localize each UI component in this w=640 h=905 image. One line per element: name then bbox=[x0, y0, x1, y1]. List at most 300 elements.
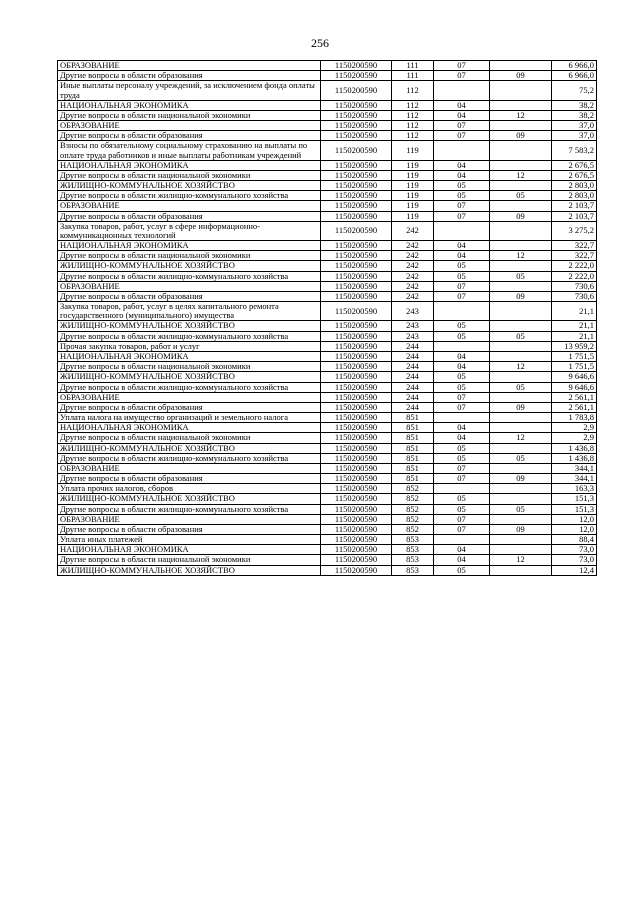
amount-cell: 12,4 bbox=[552, 565, 597, 575]
section-cell: 07 bbox=[434, 211, 490, 221]
amount-cell: 1 751,5 bbox=[552, 351, 597, 361]
table-row bbox=[58, 221, 597, 240]
table-row bbox=[58, 81, 597, 100]
target-code-cell: 1150200590 bbox=[321, 331, 392, 341]
table-row bbox=[58, 433, 597, 443]
amount-cell: 12,0 bbox=[552, 514, 597, 524]
amount-cell: 73,0 bbox=[552, 545, 597, 555]
section-cell bbox=[434, 302, 490, 321]
expense-type-cell: 242 bbox=[392, 261, 434, 271]
amount-cell: 13 959,2 bbox=[552, 341, 597, 351]
amount-cell: 9 646,6 bbox=[552, 382, 597, 392]
target-code-cell: 1150200590 bbox=[321, 291, 392, 301]
expense-type-cell: 243 bbox=[392, 302, 434, 321]
target-code-cell: 1150200590 bbox=[321, 251, 392, 261]
section-cell: 07 bbox=[434, 291, 490, 301]
section-cell: 07 bbox=[434, 474, 490, 484]
expense-type-cell: 853 bbox=[392, 545, 434, 555]
amount-cell: 9 646,6 bbox=[552, 372, 597, 382]
expense-type-cell: 244 bbox=[392, 402, 434, 412]
expense-type-cell: 112 bbox=[392, 131, 434, 141]
table-row bbox=[58, 160, 597, 170]
subsection-cell: 05 bbox=[490, 191, 552, 201]
row-name-cell: Иные выплаты персоналу учреждений, за исключением фонда оплаты труда bbox=[58, 81, 321, 100]
expense-type-cell: 242 bbox=[392, 281, 434, 291]
table-row bbox=[58, 331, 597, 341]
expense-type-cell: 851 bbox=[392, 443, 434, 453]
row-name-cell: Другие вопросы в области национальной экономики bbox=[58, 555, 321, 565]
subsection-cell bbox=[490, 141, 552, 160]
expense-type-cell: 243 bbox=[392, 321, 434, 331]
subsection-cell bbox=[490, 100, 552, 110]
subsection-cell: 05 bbox=[490, 453, 552, 463]
row-name-cell: НАЦИОНАЛЬНАЯ ЭКОНОМИКА bbox=[58, 351, 321, 361]
row-name-cell: ОБРАЗОВАНИЕ bbox=[58, 121, 321, 131]
expense-type-cell: 119 bbox=[392, 211, 434, 221]
section-cell: 05 bbox=[434, 565, 490, 575]
target-code-cell: 1150200590 bbox=[321, 484, 392, 494]
target-code-cell: 1150200590 bbox=[321, 504, 392, 514]
section-cell: 05 bbox=[434, 191, 490, 201]
section-cell: 07 bbox=[434, 392, 490, 402]
expense-type-cell: 119 bbox=[392, 160, 434, 170]
section-cell: 05 bbox=[434, 331, 490, 341]
subsection-cell: 12 bbox=[490, 170, 552, 180]
row-name-cell: НАЦИОНАЛЬНАЯ ЭКОНОМИКА bbox=[58, 160, 321, 170]
target-code-cell: 1150200590 bbox=[321, 372, 392, 382]
expense-type-cell: 119 bbox=[392, 170, 434, 180]
amount-cell: 1 751,5 bbox=[552, 362, 597, 372]
row-name-cell: Другие вопросы в области жилищно-коммунального хозяйства bbox=[58, 191, 321, 201]
expense-type-cell: 242 bbox=[392, 221, 434, 240]
amount-cell: 730,6 bbox=[552, 281, 597, 291]
target-code-cell: 1150200590 bbox=[321, 392, 392, 402]
row-name-cell: Другие вопросы в области жилищно-коммунального хозяйства bbox=[58, 271, 321, 281]
subsection-cell: 05 bbox=[490, 504, 552, 514]
table-row bbox=[58, 453, 597, 463]
expense-type-cell: 119 bbox=[392, 141, 434, 160]
section-cell: 04 bbox=[434, 423, 490, 433]
subsection-cell bbox=[490, 281, 552, 291]
target-code-cell: 1150200590 bbox=[321, 121, 392, 131]
section-cell: 07 bbox=[434, 524, 490, 534]
table-row bbox=[58, 443, 597, 453]
expense-type-cell: 119 bbox=[392, 191, 434, 201]
row-name-cell: НАЦИОНАЛЬНАЯ ЭКОНОМИКА bbox=[58, 100, 321, 110]
row-name-cell: Другие вопросы в области жилищно-коммунального хозяйства bbox=[58, 382, 321, 392]
section-cell bbox=[434, 341, 490, 351]
target-code-cell: 1150200590 bbox=[321, 81, 392, 100]
subsection-cell bbox=[490, 81, 552, 100]
amount-cell: 2 561,1 bbox=[552, 402, 597, 412]
row-name-cell: НАЦИОНАЛЬНАЯ ЭКОНОМИКА bbox=[58, 241, 321, 251]
amount-cell: 1 436,8 bbox=[552, 453, 597, 463]
amount-cell: 2 103,7 bbox=[552, 201, 597, 211]
table-row bbox=[58, 565, 597, 575]
target-code-cell: 1150200590 bbox=[321, 545, 392, 555]
subsection-cell: 09 bbox=[490, 131, 552, 141]
target-code-cell: 1150200590 bbox=[321, 302, 392, 321]
subsection-cell bbox=[490, 484, 552, 494]
subsection-cell: 05 bbox=[490, 331, 552, 341]
subsection-cell bbox=[490, 372, 552, 382]
row-name-cell: Другие вопросы в области национальной экономики bbox=[58, 433, 321, 443]
subsection-cell bbox=[490, 565, 552, 575]
target-code-cell: 1150200590 bbox=[321, 402, 392, 412]
subsection-cell bbox=[490, 261, 552, 271]
target-code-cell: 1150200590 bbox=[321, 463, 392, 473]
target-code-cell: 1150200590 bbox=[321, 170, 392, 180]
table-row bbox=[58, 382, 597, 392]
expense-type-cell: 852 bbox=[392, 494, 434, 504]
row-name-cell: Другие вопросы в области образования bbox=[58, 524, 321, 534]
amount-cell: 21,1 bbox=[552, 331, 597, 341]
subsection-cell bbox=[490, 463, 552, 473]
target-code-cell: 1150200590 bbox=[321, 61, 392, 71]
amount-cell: 163,3 bbox=[552, 484, 597, 494]
target-code-cell: 1150200590 bbox=[321, 351, 392, 361]
target-code-cell: 1150200590 bbox=[321, 201, 392, 211]
amount-cell: 322,7 bbox=[552, 251, 597, 261]
section-cell: 04 bbox=[434, 545, 490, 555]
row-name-cell: Другие вопросы в области национальной экономики bbox=[58, 170, 321, 180]
amount-cell: 730,6 bbox=[552, 291, 597, 301]
row-name-cell: Другие вопросы в области образования bbox=[58, 71, 321, 81]
table-row bbox=[58, 514, 597, 524]
amount-cell: 2 103,7 bbox=[552, 211, 597, 221]
expense-type-cell: 244 bbox=[392, 392, 434, 402]
target-code-cell: 1150200590 bbox=[321, 271, 392, 281]
section-cell: 07 bbox=[434, 61, 490, 71]
expense-type-cell: 851 bbox=[392, 474, 434, 484]
expense-type-cell: 111 bbox=[392, 61, 434, 71]
budget-table-body bbox=[58, 61, 597, 576]
amount-cell: 6 966,0 bbox=[552, 61, 597, 71]
subsection-cell: 09 bbox=[490, 402, 552, 412]
table-row bbox=[58, 110, 597, 120]
section-cell: 07 bbox=[434, 463, 490, 473]
expense-type-cell: 112 bbox=[392, 81, 434, 100]
section-cell: 07 bbox=[434, 201, 490, 211]
expense-type-cell: 244 bbox=[392, 382, 434, 392]
subsection-cell bbox=[490, 392, 552, 402]
section-cell bbox=[434, 141, 490, 160]
target-code-cell: 1150200590 bbox=[321, 181, 392, 191]
table-row bbox=[58, 423, 597, 433]
expense-type-cell: 852 bbox=[392, 514, 434, 524]
row-name-cell: Уплата иных платежей bbox=[58, 535, 321, 545]
amount-cell: 21,1 bbox=[552, 321, 597, 331]
section-cell: 05 bbox=[434, 181, 490, 191]
row-name-cell: Закупка товаров, работ, услуг в целях капитального ремонта государственного (муниципального) имущества bbox=[58, 302, 321, 321]
target-code-cell: 1150200590 bbox=[321, 514, 392, 524]
target-code-cell: 1150200590 bbox=[321, 433, 392, 443]
row-name-cell: Уплата налога на имущество организаций и земельного налога bbox=[58, 413, 321, 423]
subsection-cell bbox=[490, 494, 552, 504]
amount-cell: 38,2 bbox=[552, 100, 597, 110]
row-name-cell: ЖИЛИЩНО-КОММУНАЛЬНОЕ ХОЗЯЙСТВО bbox=[58, 565, 321, 575]
table-row bbox=[58, 484, 597, 494]
row-name-cell: Другие вопросы в области образования bbox=[58, 131, 321, 141]
target-code-cell: 1150200590 bbox=[321, 110, 392, 120]
section-cell: 07 bbox=[434, 281, 490, 291]
section-cell: 07 bbox=[434, 402, 490, 412]
amount-cell: 2,9 bbox=[552, 433, 597, 443]
expense-type-cell: 111 bbox=[392, 71, 434, 81]
row-name-cell: ОБРАЗОВАНИЕ bbox=[58, 392, 321, 402]
table-row bbox=[58, 61, 597, 71]
expense-type-cell: 242 bbox=[392, 291, 434, 301]
subsection-cell: 12 bbox=[490, 555, 552, 565]
amount-cell: 38,2 bbox=[552, 110, 597, 120]
amount-cell: 2 222,0 bbox=[552, 261, 597, 271]
table-row bbox=[58, 504, 597, 514]
amount-cell: 344,1 bbox=[552, 463, 597, 473]
target-code-cell: 1150200590 bbox=[321, 555, 392, 565]
section-cell: 05 bbox=[434, 494, 490, 504]
row-name-cell: НАЦИОНАЛЬНАЯ ЭКОНОМИКА bbox=[58, 545, 321, 555]
expense-type-cell: 119 bbox=[392, 201, 434, 211]
amount-cell: 37,0 bbox=[552, 131, 597, 141]
amount-cell: 2 561,1 bbox=[552, 392, 597, 402]
row-name-cell: Другие вопросы в области образования bbox=[58, 211, 321, 221]
subsection-cell bbox=[490, 423, 552, 433]
amount-cell: 344,1 bbox=[552, 474, 597, 484]
target-code-cell: 1150200590 bbox=[321, 141, 392, 160]
table-row bbox=[58, 291, 597, 301]
table-row bbox=[58, 211, 597, 221]
section-cell: 04 bbox=[434, 241, 490, 251]
table-row bbox=[58, 555, 597, 565]
target-code-cell: 1150200590 bbox=[321, 382, 392, 392]
expense-type-cell: 112 bbox=[392, 121, 434, 131]
table-row bbox=[58, 241, 597, 251]
subsection-cell bbox=[490, 121, 552, 131]
subsection-cell bbox=[490, 181, 552, 191]
expense-type-cell: 119 bbox=[392, 181, 434, 191]
row-name-cell: ЖИЛИЩНО-КОММУНАЛЬНОЕ ХОЗЯЙСТВО bbox=[58, 443, 321, 453]
amount-cell: 2 676,5 bbox=[552, 160, 597, 170]
amount-cell: 322,7 bbox=[552, 241, 597, 251]
section-cell: 05 bbox=[434, 261, 490, 271]
table-row bbox=[58, 494, 597, 504]
amount-cell: 73,0 bbox=[552, 555, 597, 565]
expense-type-cell: 242 bbox=[392, 251, 434, 261]
section-cell bbox=[434, 535, 490, 545]
amount-cell: 2 803,0 bbox=[552, 191, 597, 201]
subsection-cell: 12 bbox=[490, 251, 552, 261]
target-code-cell: 1150200590 bbox=[321, 100, 392, 110]
section-cell: 05 bbox=[434, 372, 490, 382]
section-cell: 04 bbox=[434, 362, 490, 372]
amount-cell: 2,9 bbox=[552, 423, 597, 433]
section-cell: 04 bbox=[434, 160, 490, 170]
subsection-cell bbox=[490, 241, 552, 251]
subsection-cell: 09 bbox=[490, 71, 552, 81]
section-cell: 05 bbox=[434, 271, 490, 281]
expense-type-cell: 242 bbox=[392, 241, 434, 251]
target-code-cell: 1150200590 bbox=[321, 535, 392, 545]
row-name-cell: ОБРАЗОВАНИЕ bbox=[58, 281, 321, 291]
expense-type-cell: 112 bbox=[392, 110, 434, 120]
section-cell: 05 bbox=[434, 453, 490, 463]
table-row bbox=[58, 341, 597, 351]
row-name-cell: НАЦИОНАЛЬНАЯ ЭКОНОМИКА bbox=[58, 423, 321, 433]
subsection-cell bbox=[490, 61, 552, 71]
expense-type-cell: 242 bbox=[392, 271, 434, 281]
table-row bbox=[58, 302, 597, 321]
section-cell: 04 bbox=[434, 110, 490, 120]
table-row bbox=[58, 402, 597, 412]
table-row bbox=[58, 474, 597, 484]
table-row bbox=[58, 170, 597, 180]
expense-type-cell: 852 bbox=[392, 484, 434, 494]
expense-type-cell: 243 bbox=[392, 331, 434, 341]
row-name-cell: ОБРАЗОВАНИЕ bbox=[58, 201, 321, 211]
section-cell: 04 bbox=[434, 433, 490, 443]
section-cell: 04 bbox=[434, 100, 490, 110]
section-cell: 05 bbox=[434, 382, 490, 392]
row-name-cell: ЖИЛИЩНО-КОММУНАЛЬНОЕ ХОЗЯЙСТВО bbox=[58, 261, 321, 271]
table-row bbox=[58, 362, 597, 372]
target-code-cell: 1150200590 bbox=[321, 131, 392, 141]
subsection-cell bbox=[490, 514, 552, 524]
subsection-cell bbox=[490, 413, 552, 423]
table-row bbox=[58, 535, 597, 545]
table-row bbox=[58, 351, 597, 361]
expense-type-cell: 851 bbox=[392, 413, 434, 423]
expense-type-cell: 244 bbox=[392, 372, 434, 382]
row-name-cell: ЖИЛИЩНО-КОММУНАЛЬНОЕ ХОЗЯЙСТВО bbox=[58, 181, 321, 191]
subsection-cell: 09 bbox=[490, 524, 552, 534]
table-row bbox=[58, 372, 597, 382]
section-cell: 04 bbox=[434, 351, 490, 361]
table-row bbox=[58, 71, 597, 81]
table-row bbox=[58, 463, 597, 473]
expense-type-cell: 852 bbox=[392, 524, 434, 534]
subsection-cell bbox=[490, 201, 552, 211]
section-cell: 07 bbox=[434, 121, 490, 131]
subsection-cell: 12 bbox=[490, 110, 552, 120]
expense-type-cell: 853 bbox=[392, 555, 434, 565]
amount-cell: 7 583,2 bbox=[552, 141, 597, 160]
target-code-cell: 1150200590 bbox=[321, 321, 392, 331]
amount-cell: 2 222,0 bbox=[552, 271, 597, 281]
subsection-cell bbox=[490, 302, 552, 321]
row-name-cell: Другие вопросы в области жилищно-коммунального хозяйства bbox=[58, 504, 321, 514]
amount-cell: 2 676,5 bbox=[552, 170, 597, 180]
section-cell: 05 bbox=[434, 504, 490, 514]
target-code-cell: 1150200590 bbox=[321, 71, 392, 81]
subsection-cell bbox=[490, 221, 552, 240]
row-name-cell: Другие вопросы в области жилищно-коммунального хозяйства bbox=[58, 453, 321, 463]
amount-cell: 37,0 bbox=[552, 121, 597, 131]
section-cell bbox=[434, 484, 490, 494]
target-code-cell: 1150200590 bbox=[321, 191, 392, 201]
target-code-cell: 1150200590 bbox=[321, 261, 392, 271]
target-code-cell: 1150200590 bbox=[321, 160, 392, 170]
section-cell: 04 bbox=[434, 555, 490, 565]
subsection-cell bbox=[490, 160, 552, 170]
expense-type-cell: 244 bbox=[392, 351, 434, 361]
amount-cell: 2 803,0 bbox=[552, 181, 597, 191]
target-code-cell: 1150200590 bbox=[321, 474, 392, 484]
amount-cell: 21,1 bbox=[552, 302, 597, 321]
section-cell: 07 bbox=[434, 514, 490, 524]
table-row bbox=[58, 141, 597, 160]
subsection-cell: 12 bbox=[490, 362, 552, 372]
expense-type-cell: 244 bbox=[392, 362, 434, 372]
amount-cell: 1 436,8 bbox=[552, 443, 597, 453]
subsection-cell bbox=[490, 545, 552, 555]
target-code-cell: 1150200590 bbox=[321, 281, 392, 291]
target-code-cell: 1150200590 bbox=[321, 494, 392, 504]
amount-cell: 151,3 bbox=[552, 494, 597, 504]
table-row bbox=[58, 545, 597, 555]
row-name-cell: ОБРАЗОВАНИЕ bbox=[58, 463, 321, 473]
target-code-cell: 1150200590 bbox=[321, 524, 392, 534]
subsection-cell: 09 bbox=[490, 474, 552, 484]
section-cell bbox=[434, 413, 490, 423]
subsection-cell bbox=[490, 341, 552, 351]
amount-cell: 3 275,2 bbox=[552, 221, 597, 240]
table-row bbox=[58, 281, 597, 291]
table-row bbox=[58, 392, 597, 402]
target-code-cell: 1150200590 bbox=[321, 443, 392, 453]
subsection-cell: 09 bbox=[490, 211, 552, 221]
target-code-cell: 1150200590 bbox=[321, 211, 392, 221]
table-row bbox=[58, 524, 597, 534]
expense-type-cell: 853 bbox=[392, 535, 434, 545]
expense-type-cell: 852 bbox=[392, 504, 434, 514]
subsection-cell: 09 bbox=[490, 291, 552, 301]
subsection-cell bbox=[490, 351, 552, 361]
row-name-cell: ЖИЛИЩНО-КОММУНАЛЬНОЕ ХОЗЯЙСТВО bbox=[58, 321, 321, 331]
target-code-cell: 1150200590 bbox=[321, 241, 392, 251]
target-code-cell: 1150200590 bbox=[321, 341, 392, 351]
table-row bbox=[58, 131, 597, 141]
table-row bbox=[58, 321, 597, 331]
row-name-cell: ЖИЛИЩНО-КОММУНАЛЬНОЕ ХОЗЯЙСТВО bbox=[58, 372, 321, 382]
table-row bbox=[58, 100, 597, 110]
row-name-cell: Другие вопросы в области жилищно-коммунального хозяйства bbox=[58, 331, 321, 341]
row-name-cell: Другие вопросы в области национальной экономики bbox=[58, 110, 321, 120]
section-cell: 07 bbox=[434, 71, 490, 81]
expense-type-cell: 851 bbox=[392, 453, 434, 463]
expense-type-cell: 851 bbox=[392, 463, 434, 473]
row-name-cell: Другие вопросы в области образования bbox=[58, 402, 321, 412]
amount-cell: 6 966,0 bbox=[552, 71, 597, 81]
target-code-cell: 1150200590 bbox=[321, 453, 392, 463]
row-name-cell: Другие вопросы в области национальной экономики bbox=[58, 362, 321, 372]
row-name-cell: Другие вопросы в области образования bbox=[58, 291, 321, 301]
subsection-cell: 05 bbox=[490, 382, 552, 392]
row-name-cell: Прочая закупка товаров, работ и услуг bbox=[58, 341, 321, 351]
row-name-cell: Другие вопросы в области образования bbox=[58, 474, 321, 484]
section-cell: 05 bbox=[434, 443, 490, 453]
subsection-cell bbox=[490, 535, 552, 545]
target-code-cell: 1150200590 bbox=[321, 565, 392, 575]
amount-cell: 75,2 bbox=[552, 81, 597, 100]
section-cell: 04 bbox=[434, 170, 490, 180]
expense-type-cell: 851 bbox=[392, 423, 434, 433]
target-code-cell: 1150200590 bbox=[321, 221, 392, 240]
subsection-cell bbox=[490, 443, 552, 453]
amount-cell: 151,3 bbox=[552, 504, 597, 514]
row-name-cell: Уплата прочих налогов, сборов bbox=[58, 484, 321, 494]
table-row bbox=[58, 413, 597, 423]
table-row bbox=[58, 191, 597, 201]
